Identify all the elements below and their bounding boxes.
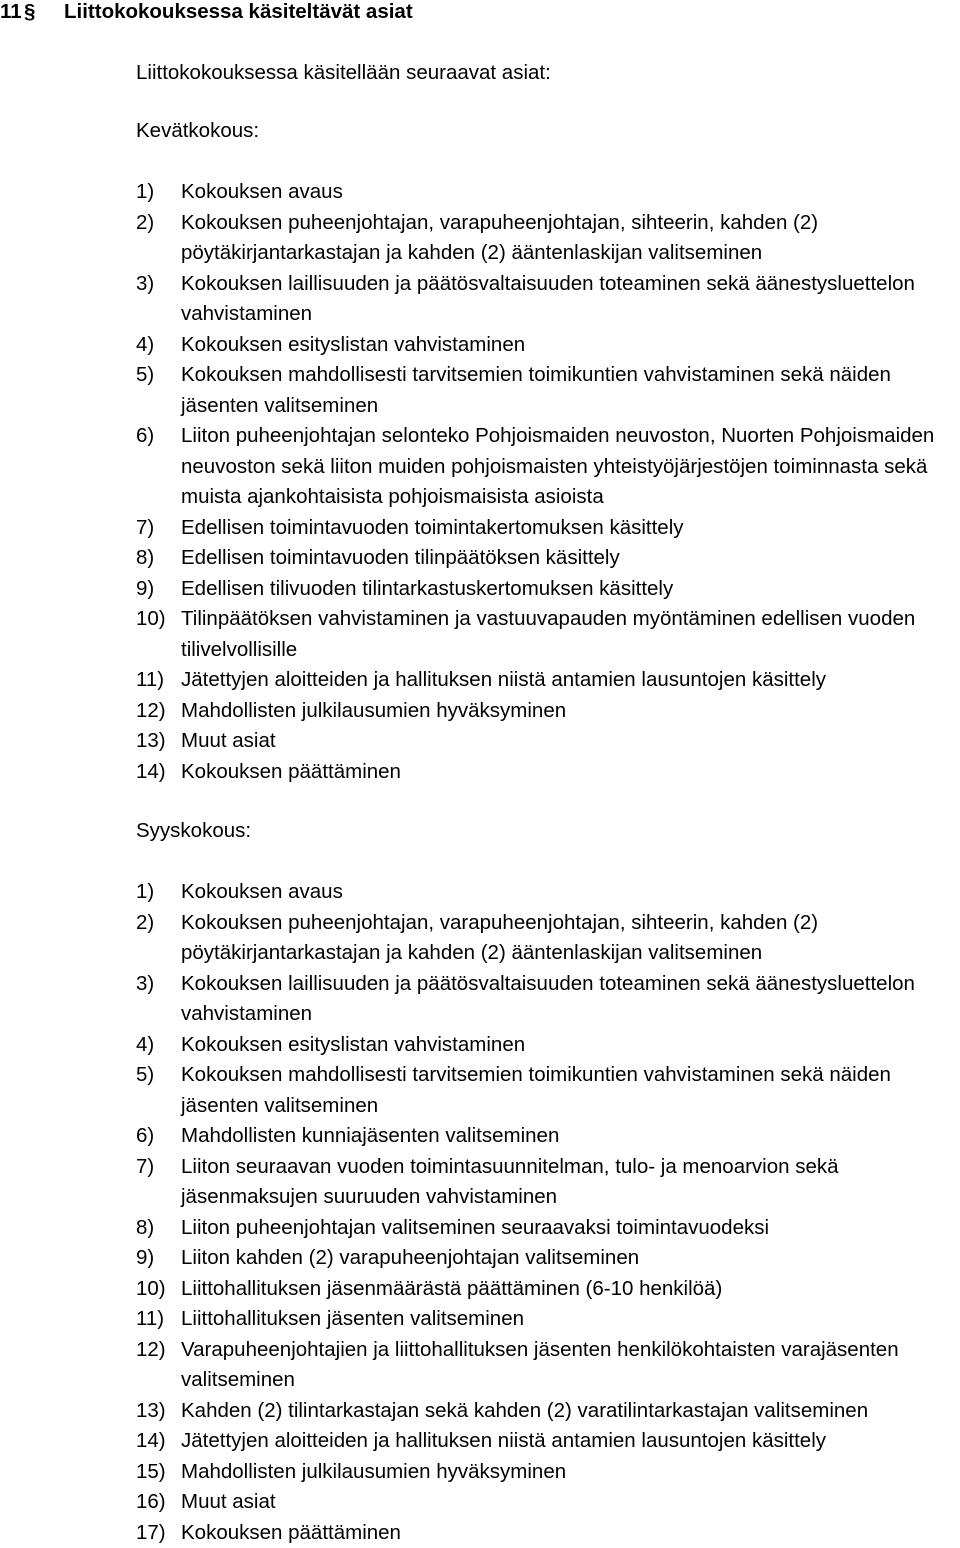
agenda-item bbox=[136, 1213, 960, 1244]
section-number: 11 bbox=[0, 0, 22, 24]
agenda-item-text: Liiton seuraavan vuoden toimintasuunnitelman, tulo- ja menoarvion sekä jäsenmaksujen suuruuden vahvistaminen bbox=[181, 1152, 960, 1213]
agenda-item-number: 9) bbox=[136, 1243, 154, 1274]
agenda-item bbox=[136, 665, 960, 696]
agenda-item-number: 12) bbox=[136, 696, 166, 727]
agenda-item-number: 6) bbox=[136, 1121, 154, 1152]
agenda-item-text: Liiton puheenjohtajan valitseminen seuraavaksi toimintavuodeksi bbox=[181, 1213, 960, 1244]
agenda-item-text: Kokouksen mahdollisesti tarvitsemien toimikuntien vahvistaminen sekä näiden jäsenten valitseminen bbox=[181, 1060, 960, 1121]
agenda-item-number: 11) bbox=[136, 1304, 164, 1335]
agenda-item-text: Kokouksen mahdollisesti tarvitsemien toimikuntien vahvistaminen sekä näiden jäsenten valitseminen bbox=[181, 360, 960, 421]
agenda-item bbox=[136, 908, 960, 969]
agenda-item-text: Edellisen tilivuoden tilintarkastuskertomuksen käsittely bbox=[181, 574, 960, 605]
autumn-meeting-heading: Syyskokous: bbox=[136, 816, 251, 846]
agenda-item bbox=[136, 513, 960, 544]
agenda-item-number: 4) bbox=[136, 330, 154, 361]
agenda-item-number: 3) bbox=[136, 969, 154, 1000]
section-symbol: § bbox=[24, 0, 35, 24]
agenda-item bbox=[136, 421, 960, 513]
agenda-item bbox=[136, 177, 960, 208]
agenda-item bbox=[136, 1152, 960, 1213]
agenda-item-number: 2) bbox=[136, 908, 154, 939]
agenda-item-text: Edellisen toimintavuoden toimintakertomuksen käsittely bbox=[181, 513, 960, 544]
agenda-item bbox=[136, 696, 960, 727]
agenda-item-number: 1) bbox=[136, 877, 154, 908]
agenda-item-text: Kokouksen puheenjohtajan, varapuheenjohtajan, sihteerin, kahden (2) pöytäkirjantarkastajan ja kahden (2) ääntenlaskijan valitseminen bbox=[181, 908, 960, 969]
agenda-item-text: Kokouksen esityslistan vahvistaminen bbox=[181, 330, 960, 361]
agenda-item-text: Mahdollisten kunniajäsenten valitseminen bbox=[181, 1121, 960, 1152]
agenda-item-text: Liittohallituksen jäsenten valitseminen bbox=[181, 1304, 960, 1335]
agenda-item bbox=[136, 543, 960, 574]
agenda-item bbox=[136, 757, 960, 788]
agenda-item-number: 5) bbox=[136, 1060, 154, 1091]
agenda-item-number: 7) bbox=[136, 513, 154, 544]
agenda-item-number: 3) bbox=[136, 269, 154, 300]
agenda-item bbox=[136, 330, 960, 361]
agenda-item-number: 13) bbox=[136, 726, 166, 757]
agenda-item-number: 15) bbox=[136, 1457, 166, 1488]
agenda-item bbox=[136, 877, 960, 908]
agenda-item-text: Kokouksen esityslistan vahvistaminen bbox=[181, 1030, 960, 1061]
agenda-item-text: Kokouksen avaus bbox=[181, 177, 960, 208]
agenda-item-text: Kokouksen päättäminen bbox=[181, 1518, 960, 1548]
agenda-item-number: 4) bbox=[136, 1030, 154, 1061]
agenda-item-text: Kokouksen päättäminen bbox=[181, 757, 960, 788]
agenda-item-text: Jätettyjen aloitteiden ja hallituksen niistä antamien lausuntojen käsittely bbox=[181, 1426, 960, 1457]
agenda-item bbox=[136, 1030, 960, 1061]
agenda-item-text: Muut asiat bbox=[181, 1487, 960, 1518]
agenda-item bbox=[136, 574, 960, 605]
spring-meeting-heading: Kevätkokous: bbox=[136, 116, 259, 146]
agenda-item bbox=[136, 1304, 960, 1335]
agenda-item-number: 5) bbox=[136, 360, 154, 391]
agenda-item-text: Muut asiat bbox=[181, 726, 960, 757]
agenda-item-number: 10) bbox=[136, 604, 166, 635]
spring-meeting-agenda-list bbox=[136, 177, 960, 787]
agenda-item-number: 9) bbox=[136, 574, 154, 605]
agenda-item-text: Mahdollisten julkilausumien hyväksyminen bbox=[181, 696, 960, 727]
agenda-item bbox=[136, 208, 960, 269]
agenda-item-text: Jätettyjen aloitteiden ja hallituksen niistä antamien lausuntojen käsittely bbox=[181, 665, 960, 696]
agenda-item bbox=[136, 360, 960, 421]
agenda-item bbox=[136, 969, 960, 1030]
agenda-item-number: 8) bbox=[136, 543, 154, 574]
agenda-item-text: Liittohallituksen jäsenmäärästä päättäminen (6-10 henkilöä) bbox=[181, 1274, 960, 1305]
autumn-meeting-agenda-list bbox=[136, 877, 960, 1548]
agenda-item-text: Mahdollisten julkilausumien hyväksyminen bbox=[181, 1457, 960, 1488]
agenda-item-number: 2) bbox=[136, 208, 154, 239]
agenda-item-number: 11) bbox=[136, 665, 164, 696]
section-title: Liittokokouksessa käsiteltävät asiat bbox=[64, 0, 413, 24]
agenda-item bbox=[136, 604, 960, 665]
agenda-item bbox=[136, 1121, 960, 1152]
agenda-item-text: Liiton puheenjohtajan selonteko Pohjoismaiden neuvoston, Nuorten Pohjoismaiden neuvoston sekä liiton muiden pohjoismaisten yhteistyöjärjestöjen toiminnasta sekä muista ajankohtaisista pohjoismaisista asioista bbox=[181, 421, 960, 513]
agenda-item-number: 10) bbox=[136, 1274, 166, 1305]
agenda-item bbox=[136, 726, 960, 757]
agenda-item-number: 7) bbox=[136, 1152, 154, 1183]
agenda-item bbox=[136, 269, 960, 330]
agenda-item-number: 6) bbox=[136, 421, 154, 452]
agenda-item-text: Kahden (2) tilintarkastajan sekä kahden (2) varatilintarkastajan valitseminen bbox=[181, 1396, 960, 1427]
agenda-item bbox=[136, 1518, 960, 1548]
agenda-item bbox=[136, 1243, 960, 1274]
agenda-item-number: 16) bbox=[136, 1487, 166, 1518]
intro-paragraph: Liittokokouksessa käsitellään seuraavat asiat: bbox=[136, 58, 551, 88]
agenda-item bbox=[136, 1396, 960, 1427]
agenda-item-text: Kokouksen puheenjohtajan, varapuheenjohtajan, sihteerin, kahden (2) pöytäkirjantarkastajan ja kahden (2) ääntenlaskijan valitseminen bbox=[181, 208, 960, 269]
agenda-item bbox=[136, 1274, 960, 1305]
agenda-item-number: 14) bbox=[136, 1426, 166, 1457]
agenda-item bbox=[136, 1426, 960, 1457]
agenda-item-number: 17) bbox=[136, 1518, 166, 1548]
agenda-item-text: Kokouksen laillisuuden ja päätösvaltaisuuden toteaminen sekä äänestysluettelon vahvistaminen bbox=[181, 269, 960, 330]
agenda-item-text: Kokouksen laillisuuden ja päätösvaltaisuuden toteaminen sekä äänestysluettelon vahvistaminen bbox=[181, 969, 960, 1030]
agenda-item bbox=[136, 1487, 960, 1518]
agenda-item-text: Tilinpäätöksen vahvistaminen ja vastuuvapauden myöntäminen edellisen vuoden tilivelvollisille bbox=[181, 604, 960, 665]
agenda-item-number: 1) bbox=[136, 177, 154, 208]
agenda-item-number: 12) bbox=[136, 1335, 166, 1366]
agenda-item-text: Liiton kahden (2) varapuheenjohtajan valitseminen bbox=[181, 1243, 960, 1274]
agenda-item-number: 14) bbox=[136, 757, 166, 788]
agenda-item bbox=[136, 1335, 960, 1396]
agenda-item-number: 8) bbox=[136, 1213, 154, 1244]
agenda-item bbox=[136, 1060, 960, 1121]
agenda-item-text: Kokouksen avaus bbox=[181, 877, 960, 908]
agenda-item-number: 13) bbox=[136, 1396, 166, 1427]
agenda-item-text: Varapuheenjohtajien ja liittohallituksen jäsenten henkilökohtaisten varajäsenten valitseminen bbox=[181, 1335, 960, 1396]
agenda-item bbox=[136, 1457, 960, 1488]
agenda-item-text: Edellisen toimintavuoden tilinpäätöksen käsittely bbox=[181, 543, 960, 574]
